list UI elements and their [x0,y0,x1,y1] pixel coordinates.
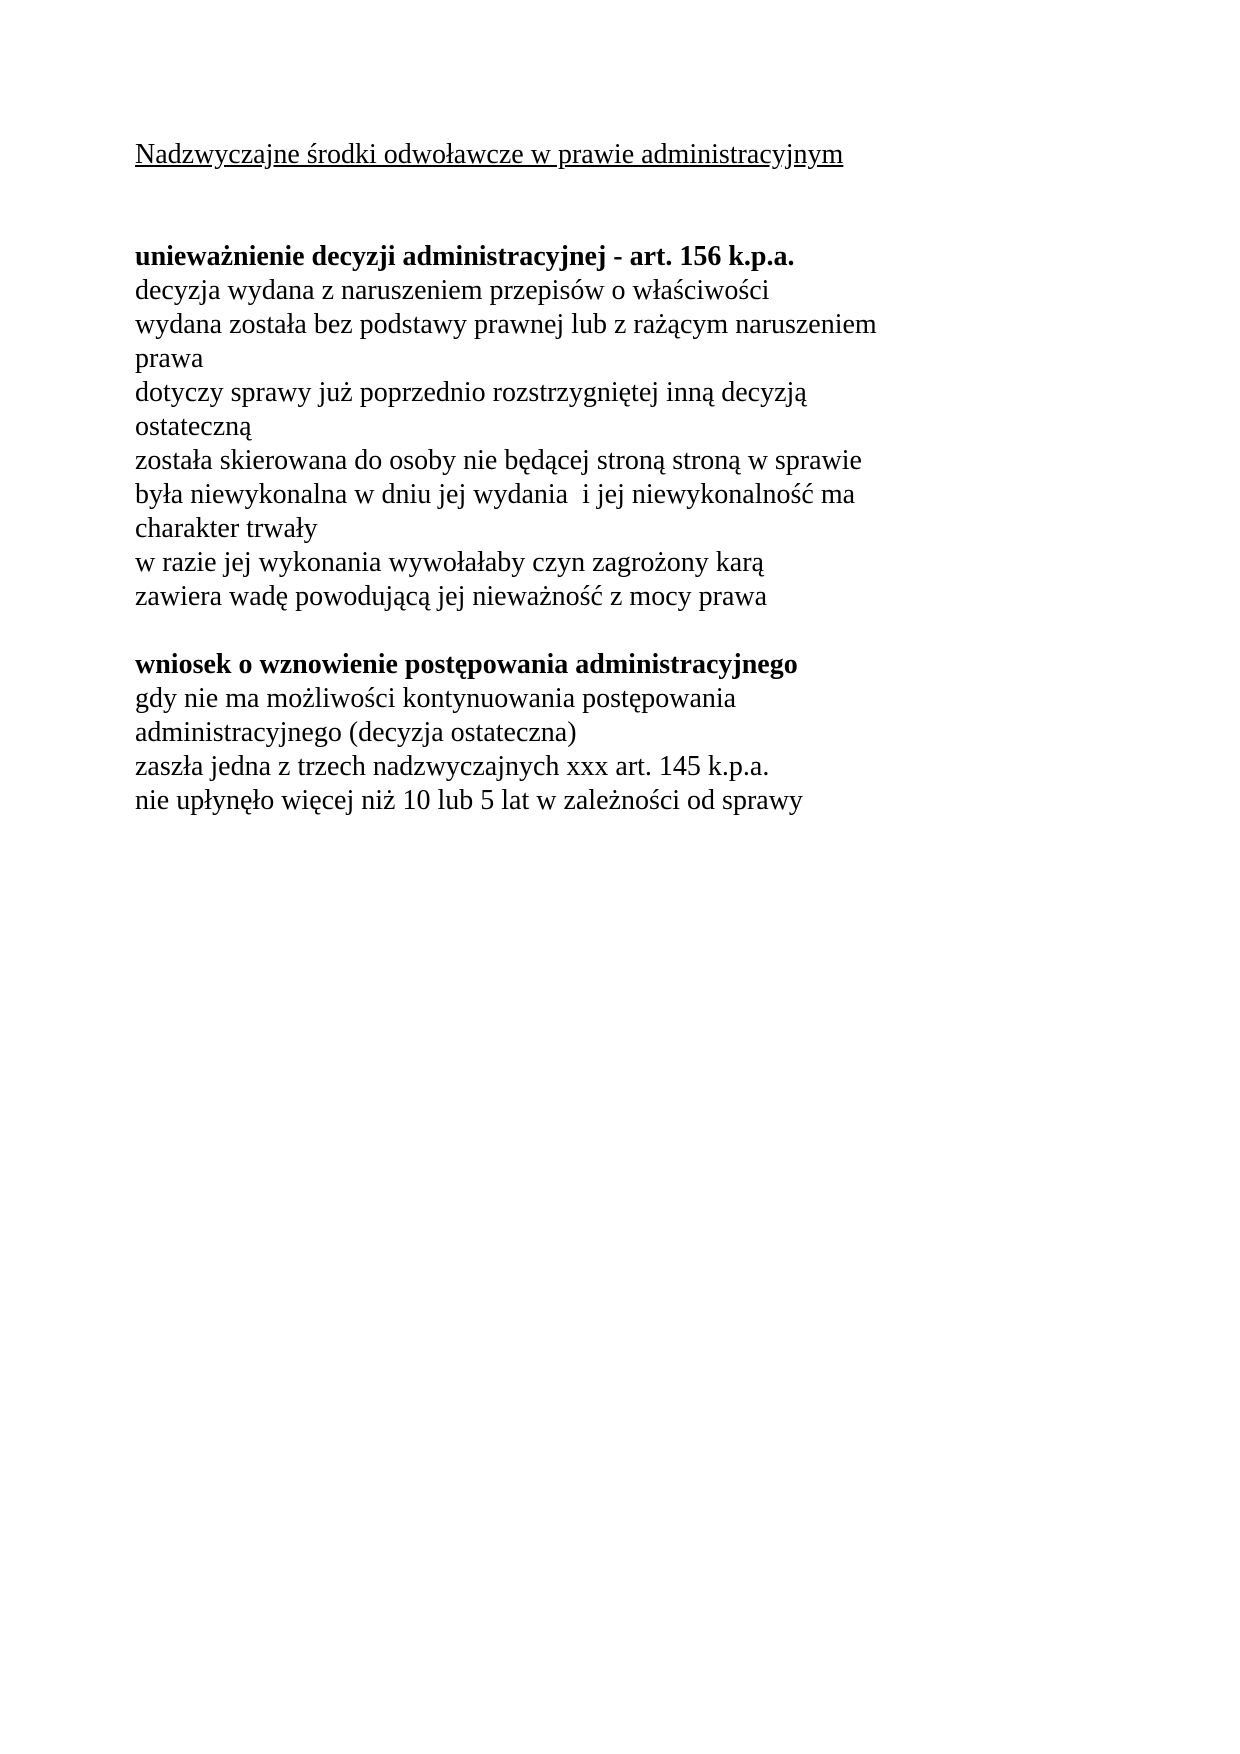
document-line: wydana została bez podstawy prawnej lub z rażącym naruszeniem [135,309,877,340]
document-line: zaszła jedna z trzech nadzwyczajnych xxx art. 145 k.p.a. [135,751,770,782]
document-line: była niewykonalna w dniu jej wydania i jej niewykonalność ma [135,479,856,510]
section-heading: wniosek o wznowienie postępowania administracyjnego [135,649,798,680]
document-line: decyzja wydana z naruszeniem przepisów o właściwości [135,275,770,306]
section-reopening [135,648,965,818]
document-line: charakter trwały [135,513,318,544]
document-line: dotyczy sprawy już poprzednio rozstrzygniętej inną decyzją [135,377,807,408]
document-content [135,138,965,818]
document-line: prawa [135,343,204,374]
document-title: Nadzwyczajne środki odwoławcze w prawie administracyjnym [135,139,844,170]
document-line: w razie jej wykonania wywołałaby czyn zagrożony karą [135,547,764,578]
document-line: gdy nie ma możliwości kontynuowania postępowania [135,683,737,714]
section-annulment [135,240,965,614]
document-line: ostateczną [135,411,252,442]
section-heading: unieważnienie decyzji administracyjnej - art. 156 k.p.a. [135,241,795,272]
document-line: nie upłynęło więcej niż 10 lub 5 lat w zależności od sprawy [135,785,803,816]
document-line: administracyjnego (decyzja ostateczna) [135,717,577,748]
document-line: została skierowana do osoby nie będącej stroną stroną w sprawie [135,445,862,476]
title-row [135,138,965,206]
document-line: zawiera wadę powodującą jej nieważność z mocy prawa [135,581,768,612]
